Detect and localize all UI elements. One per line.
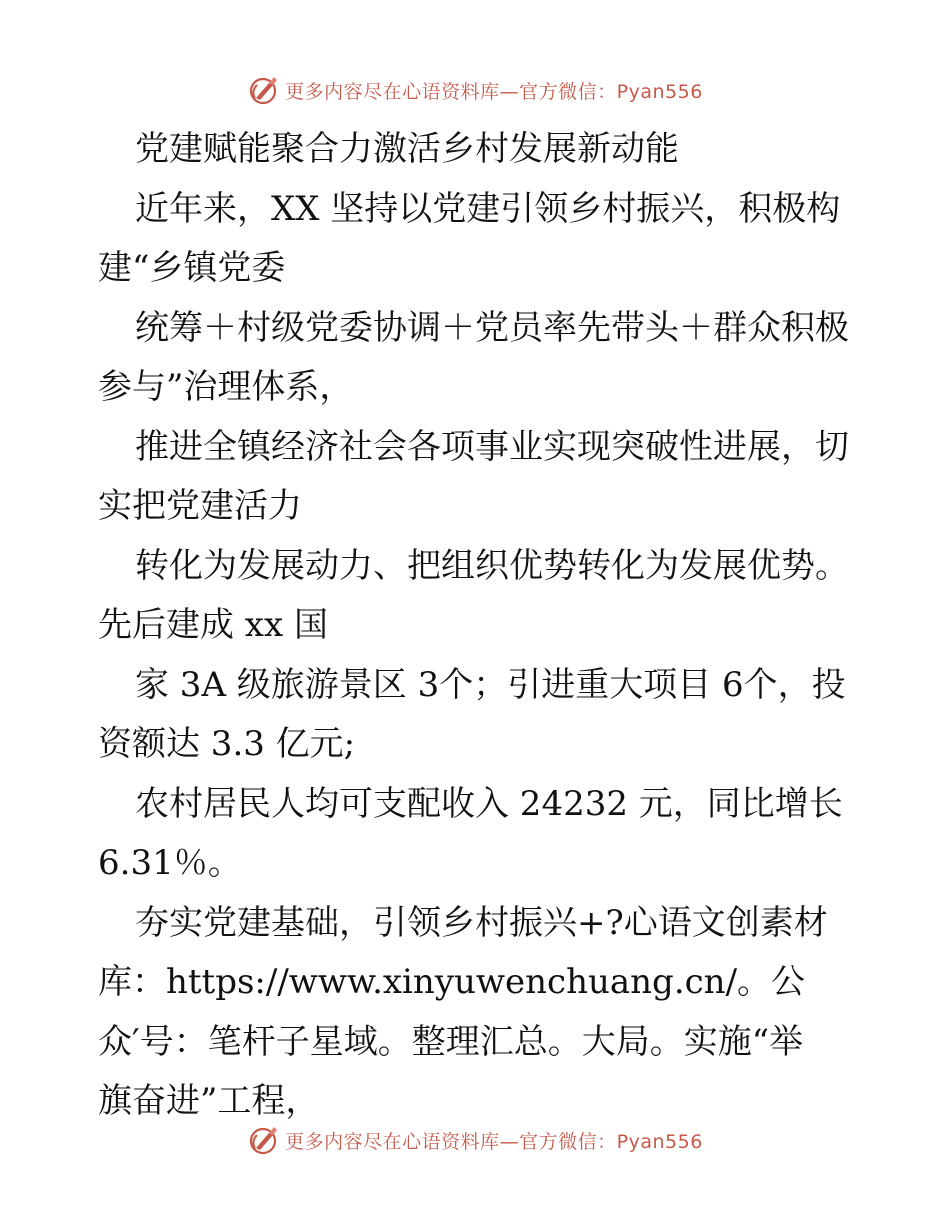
text-line: 众′号：笔杆子星域。整理汇总。大局。实施“举 <box>98 1021 804 1062</box>
text-line: 近年来，XX 坚持以党建引领乡村振兴，积极构 <box>135 188 841 229</box>
text-line: 资额达 3.3 亿元; <box>98 724 356 764</box>
text-line: 旗奋进”工程， <box>98 1081 320 1121</box>
footer-watermark-banner <box>0 1120 950 1160</box>
pen-logo-icon <box>247 73 281 107</box>
text-line: 推进全镇经济社会各项事业实现突破性进展，切 <box>135 426 849 467</box>
text-line: 6.31％。 <box>98 843 242 883</box>
text-line: 先后建成 xx 国 <box>98 605 328 645</box>
pen-logo-icon <box>247 1123 281 1157</box>
text-line: 库：https://www.xinyuwenchuang.cn/。公 <box>98 962 806 1002</box>
watermark-text: 更多内容尽在心语资料库—官方微信：Pyan556 <box>285 1130 703 1153</box>
document-body <box>98 120 873 1132</box>
text-line: 统筹＋村级党委协调＋党员率先带头＋群众积极 <box>135 307 849 348</box>
document-title: 党建赋能聚合力激活乡村发展新动能 <box>135 129 679 169</box>
text-line: 参与”治理体系， <box>98 367 354 407</box>
text-line: 夯实党建基础，引领乡村振兴+?心语文创素材 <box>135 902 828 943</box>
header-watermark-banner <box>0 70 950 110</box>
text-line: 建“乡镇党委 <box>98 248 286 288</box>
text-line: 农村居民人均可支配收入 24232 元，同比增长 <box>135 783 843 824</box>
text-line: 转化为发展动力、把组织优势转化为发展优势。 <box>135 545 849 586</box>
text-line: 家 3A 级旅游景区 3个；引进重大项目 6个，投 <box>135 664 846 705</box>
watermark-text: 更多内容尽在心语资料库—官方微信：Pyan556 <box>285 80 703 103</box>
text-line: 实把党建活力 <box>98 486 302 526</box>
